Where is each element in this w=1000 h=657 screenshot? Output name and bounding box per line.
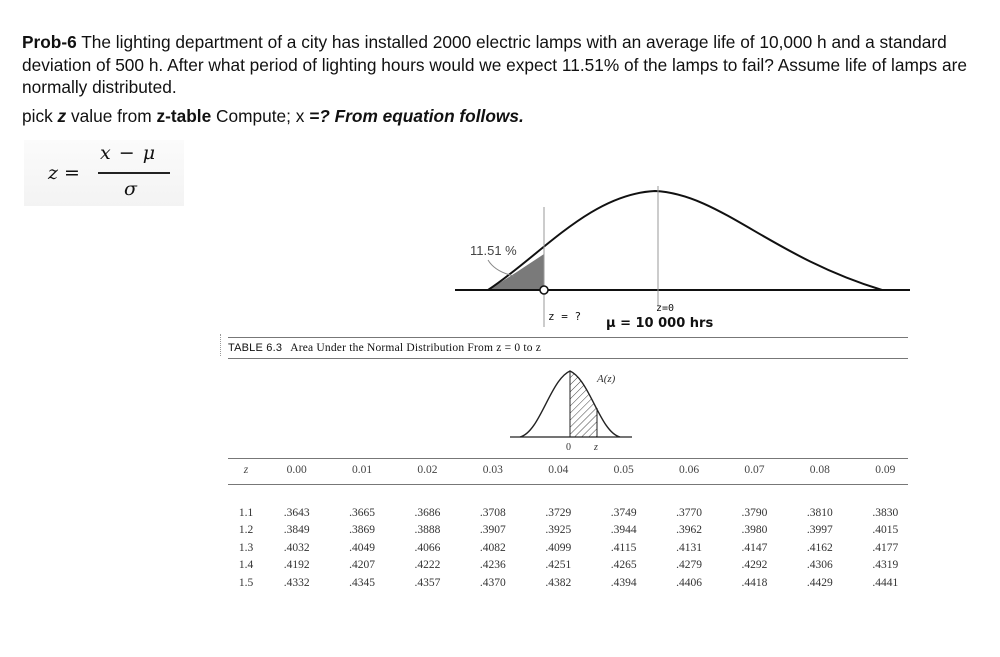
z-zero-label: z=0 [656,303,675,314]
table-cell: .4319 [872,559,899,572]
table-cell: .3944 [610,524,637,537]
row-z: 1.5 [238,576,254,589]
table-cell: .3729 [545,506,572,519]
table-cell: .4066 [414,541,441,554]
col-header: 0.02 [417,464,438,476]
instruction-equation: =? From equation follows. [309,106,524,126]
table-row [228,504,918,522]
bell-curve [488,191,882,290]
table-cell: .4429 [806,576,833,589]
instruction-part3: Compute; x [211,106,310,126]
z-marker-point [540,286,548,294]
row-z: 1.2 [238,524,254,537]
table-cell: .4292 [741,559,768,572]
table-cell: .4251 [545,559,572,572]
table-cell: .3962 [676,524,702,537]
table-cell: .3925 [545,524,572,537]
instruction-part1: pick [22,106,58,126]
row-z: 1.3 [238,541,254,554]
z-table [228,457,918,592]
table-cell: .4306 [806,559,833,572]
table-cell: .3830 [872,506,899,519]
table-caption [228,342,541,354]
table-cell: .3665 [349,506,376,519]
col-header: 0.08 [809,464,830,476]
table-cell: .4032 [283,541,310,554]
caption-margin-mark [220,334,221,356]
table-caption-rule [228,358,908,359]
percent-label: 11.51 % [470,243,517,258]
z-question-label: z = ? [548,310,582,323]
table-cell: .3770 [676,506,702,519]
col-header: 0.03 [482,464,503,476]
table-cell: .4115 [610,541,637,554]
col-header: 0.05 [613,464,634,476]
instruction-part2: value from [66,106,157,126]
table-top-rule [228,337,908,338]
problem-text: The lighting department of a city has installed 2000 electric lamps with an average life of 10,000 h and a standard deviation of 500 h. After what period of lighting hours would we expect 11.51% of the lamps to fail? Assume life of lamps are normally distributed. [22,32,967,97]
formula-lhs: z = [48,162,80,184]
table-cell: .4222 [414,559,441,572]
col-header: 0.07 [744,464,765,476]
table-cell: .3643 [283,506,310,519]
table-header-row [228,457,918,483]
formula-numerator: x − μ [100,142,157,164]
table-cell: .4357 [414,576,441,589]
table-row [228,522,918,540]
table-cell: .4406 [676,576,702,589]
table-cell: .4147 [741,541,768,554]
problem-label: Prob-6 [22,32,77,52]
table-cell: .4236 [479,559,506,572]
table-cell: .3810 [806,506,833,519]
col-header: 0.00 [286,464,307,476]
mini-zero-label: 0 [566,442,571,453]
table-cell: .3997 [806,524,833,537]
table-cell: .4015 [872,524,899,537]
table-cell: .4177 [872,541,899,554]
col-header: 0.04 [548,464,569,476]
table-cell: .4265 [610,559,637,572]
mini-z-label: z [594,442,598,453]
table-cell: .4082 [479,541,506,554]
table-cell: .3790 [741,506,768,519]
table-cell: .4345 [349,576,376,589]
table-row [228,539,918,557]
table-cell: .3869 [349,524,376,537]
mini-area-label: A(z) [597,373,616,385]
table-cell: .3849 [283,524,310,537]
table-cell: .3907 [479,524,506,537]
col-header: 0.09 [875,464,896,476]
instruction-ztable: z-table [156,106,212,126]
table-cell: .4332 [283,576,310,589]
row-z: 1.1 [238,506,254,519]
instruction-z: z [57,106,67,126]
table-spacer [228,483,918,504]
table-cell: .4370 [479,576,506,589]
table-cell: .3749 [610,506,637,519]
table-cell: .3888 [414,524,441,537]
table-cell: .4279 [676,559,702,572]
table-cell: .3980 [741,524,768,537]
table-cell: .4394 [610,576,637,589]
table-title: Area Under the Normal Distribution From z = 0 to z [290,342,542,354]
col-header-z: z [243,464,249,476]
table-row [228,574,918,592]
table-cell: .4192 [283,559,310,572]
formula-denominator: σ [124,178,137,200]
table-cell: .4441 [872,576,899,589]
row-z: 1.4 [238,559,254,572]
table-row [228,557,918,575]
col-header: 0.01 [352,464,373,476]
table-cell: .3708 [479,506,506,519]
table-cell: .4418 [741,576,768,589]
table-cell: .4049 [349,541,376,554]
table-cell: .4382 [545,576,572,589]
col-header: 0.06 [678,464,700,476]
table-cell: .4162 [806,541,833,554]
table-cell: .4099 [545,541,572,554]
table-cell: .4131 [676,541,702,554]
mini-hatched-area [570,371,597,437]
mean-label: μ = 10 000 hrs [606,316,714,331]
table-number: TABLE 6.3 [228,342,283,354]
table-cell: .4207 [349,559,376,572]
table-cell: .3686 [414,506,441,519]
